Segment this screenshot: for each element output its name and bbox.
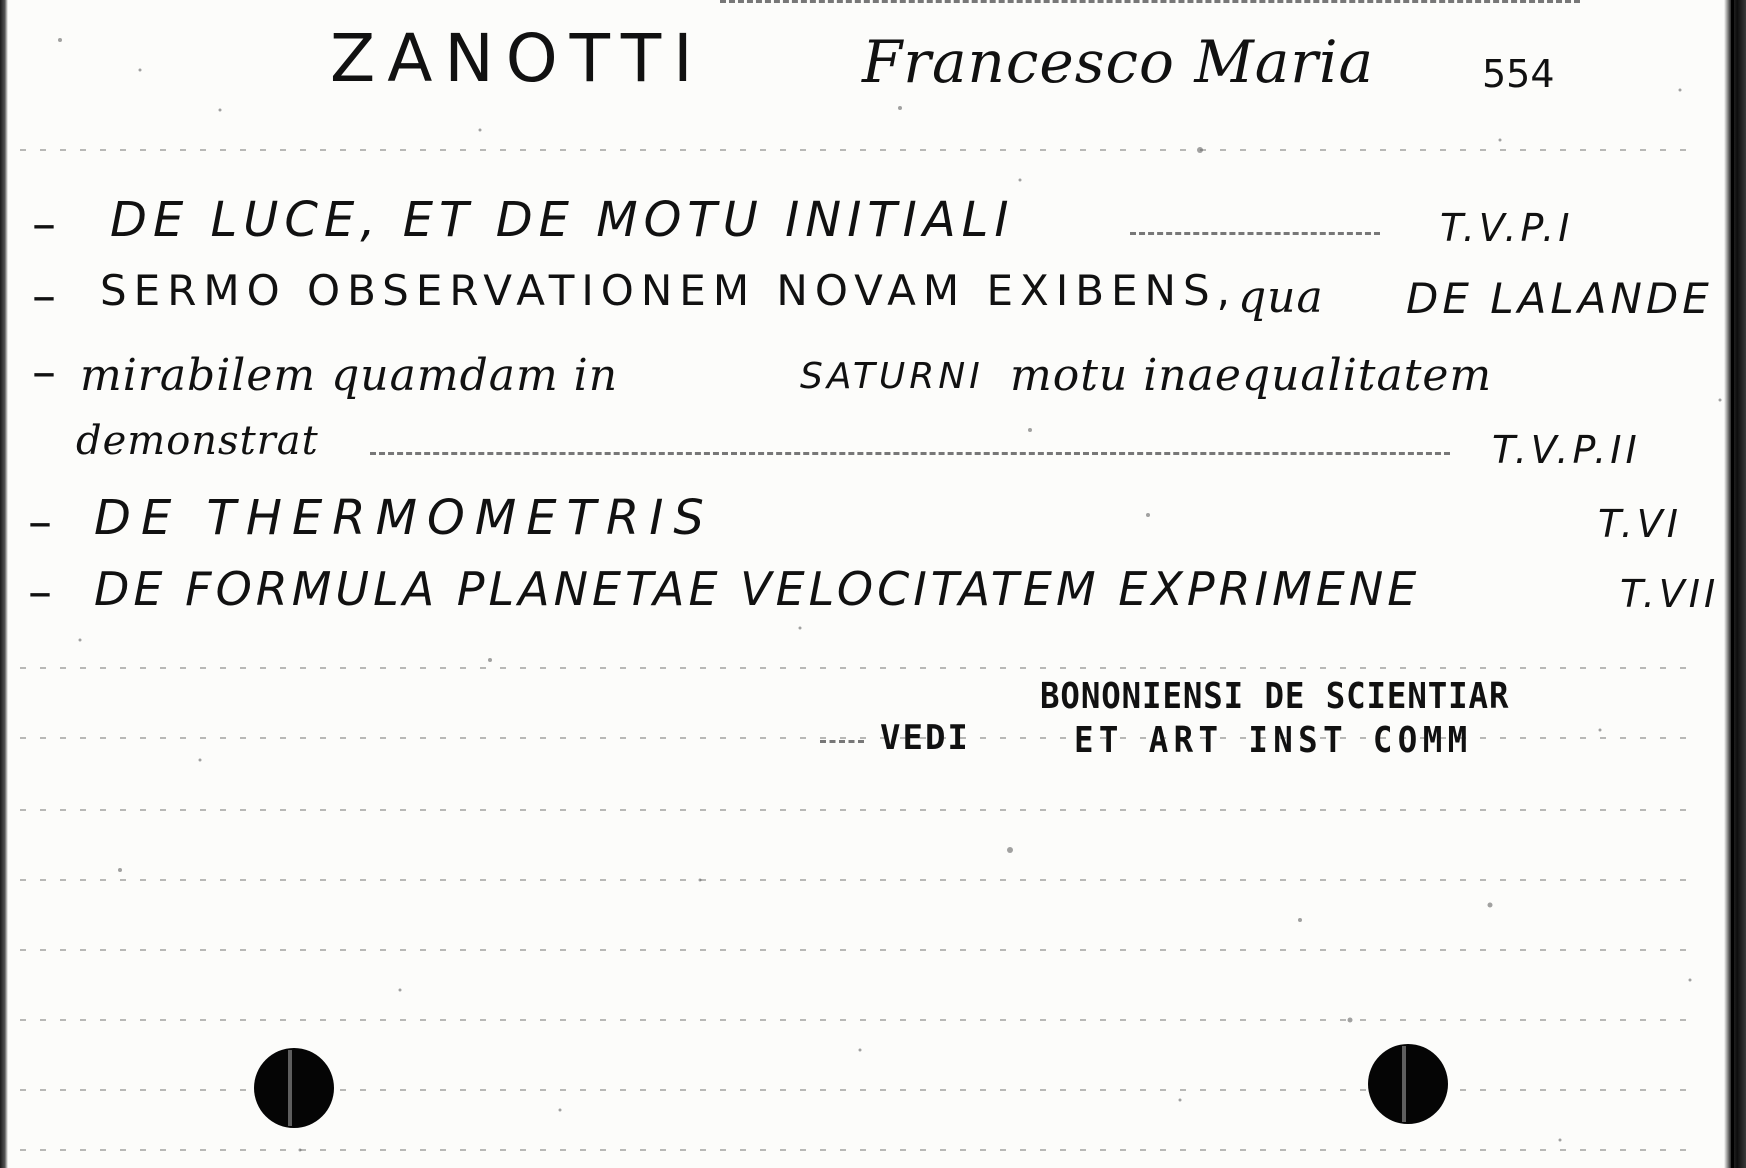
- entry-title-demonstrat: demonstrat: [76, 418, 319, 464]
- entry-dash: –: [28, 494, 52, 550]
- author-forename: Francesco Maria: [862, 28, 1375, 96]
- stamp-line-1: BONONIENSI DE SCIENTIAR: [1040, 676, 1510, 717]
- entry-title-sermo: SERMO OBSERVATIONEM NOVAM EXIBENS,: [100, 266, 1237, 315]
- entry-volume-ref: T.VI: [1598, 502, 1682, 546]
- leader-dots: [370, 452, 1450, 455]
- entry-volume-ref: T.V.P.II: [1492, 428, 1641, 472]
- card-left-edge: [0, 0, 8, 1168]
- punch-hole-left: [254, 1048, 334, 1128]
- vedi-dash: [820, 740, 864, 743]
- entry-volume-ref: T.V.P.I: [1440, 206, 1574, 250]
- entry-dash: –: [28, 564, 52, 620]
- leader-dots: [1130, 232, 1380, 235]
- entry-title-thermometris: DE THERMOMETRIS: [94, 490, 714, 546]
- entry-title-de-formula: DE FORMULA PLANETAE VELOCITATEM EXPRIMENE: [94, 562, 1421, 616]
- entry-volume-ref: T.VII: [1620, 572, 1720, 616]
- entry-title-saturni: SATURNI: [800, 356, 984, 397]
- entry-title-motu: motu inaequalitatem: [1010, 350, 1493, 401]
- card-number: 554: [1482, 52, 1555, 96]
- card-right-edge: [1724, 0, 1746, 1168]
- entry-dash: –: [32, 344, 56, 400]
- entry-title-qua: qua: [1238, 272, 1324, 323]
- stamp-line-2: ET ART INST COMM: [1074, 720, 1473, 761]
- card-right-border: [1731, 0, 1734, 1168]
- author-surname: ZANOTTI: [330, 20, 705, 97]
- punch-hole-right: [1368, 1044, 1448, 1124]
- entry-title-mirabilem: mirabilem quamdam in: [80, 350, 619, 401]
- see-also-label: VEDI: [880, 718, 970, 758]
- entry-dash: –: [32, 196, 56, 252]
- leader-dots: [720, 0, 1580, 3]
- entry-title-de-lalande: DE LALANDE: [1406, 274, 1713, 323]
- entry-title-de-luce: DE LUCE, ET DE MOTU INITIALI: [110, 192, 1015, 248]
- entry-dash: –: [32, 268, 56, 324]
